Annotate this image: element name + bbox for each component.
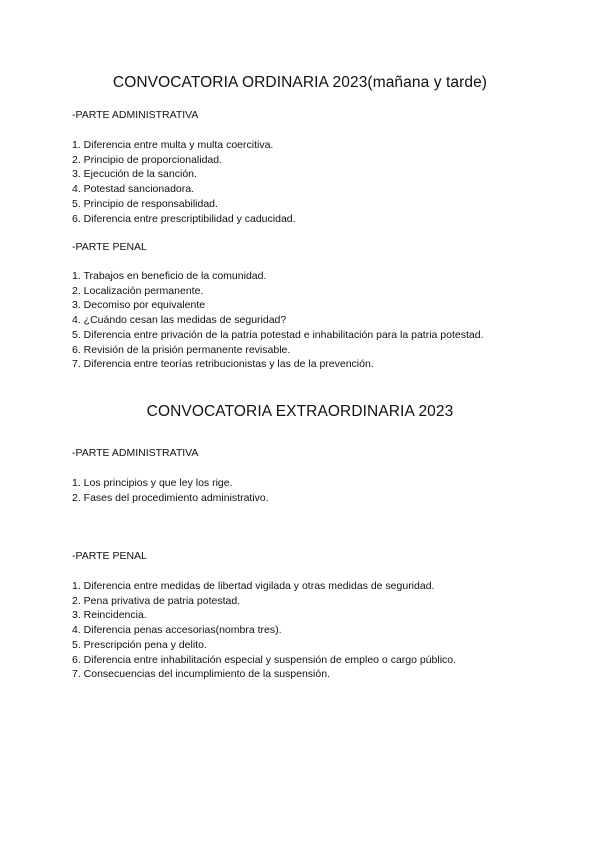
list-item: 5. Diferencia entre privación de la patria potestad e inhabilitación para la patria potestad. (72, 328, 484, 341)
list-item: 1. Diferencia entre medidas de libertad vigilada y otras medidas de seguridad. (72, 580, 435, 592)
list-item: 3. Ejecución de la sanción. (72, 168, 197, 181)
list-item: 2. Principio de proporcionalidad. (72, 153, 223, 166)
list-item: 1. Trabajos en beneficio de la comunidad. (72, 270, 267, 282)
list-item: 2. Fases del procedimiento administrativo. (72, 491, 269, 504)
list-item: 3. Decomiso por equivalente (72, 299, 206, 312)
list-item: 4. ¿Cuándo cesan las medidas de seguridad? (72, 314, 287, 327)
list-item: 1. Diferencia entre multa y multa coercitiva. (72, 139, 274, 151)
ordinaria-penal-heading: -PARTE PENAL (72, 241, 147, 253)
list-item: 1. Los principios y que ley los rige. (72, 477, 233, 489)
ordinaria-administrativa-list (72, 138, 296, 226)
list-item: 4. Potestad sancionadora. (72, 183, 195, 196)
list-item: 6. Revisión de la prisión permanente revisable. (72, 343, 291, 356)
list-item: 7. Diferencia entre teorías retribucionistas y las de la prevención. (72, 358, 374, 371)
ordinaria-title: CONVOCATORIA ORDINARIA 2023(mañana y tarde) (112, 74, 488, 91)
list-item: 3. Reincidencia. (72, 609, 147, 622)
list-item: 5. Prescripción pena y delito. (72, 638, 207, 651)
list-item: 4. Diferencia penas accesorias(nombra tres). (72, 624, 282, 637)
list-item: 5. Principio de responsabilidad. (72, 197, 218, 210)
extraordinaria-penal-list (72, 579, 456, 682)
ordinaria-penal-list (72, 269, 484, 372)
extraordinaria-title: CONVOCATORIA EXTRAORDINARIA 2023 (146, 403, 454, 420)
extraordinaria-administrativa-list (72, 476, 269, 505)
list-item: 2. Pena privativa de patria potestad. (72, 594, 241, 607)
list-item: 6. Diferencia entre prescriptibilidad y caducidad. (72, 212, 296, 225)
ordinaria-administrativa-heading: -PARTE ADMINISTRATIVA (72, 109, 199, 121)
list-item: 2. Localización permanente. (72, 284, 204, 297)
list-item: 6. Diferencia entre inhabilitación especial y suspensión de empleo o cargo público. (72, 653, 457, 666)
extraordinaria-administrativa-heading: -PARTE ADMINISTRATIVA (72, 447, 199, 459)
extraordinaria-penal-heading: -PARTE PENAL (72, 550, 147, 562)
list-item: 7. Consecuencias del incumplimiento de la suspensión. (72, 668, 330, 681)
